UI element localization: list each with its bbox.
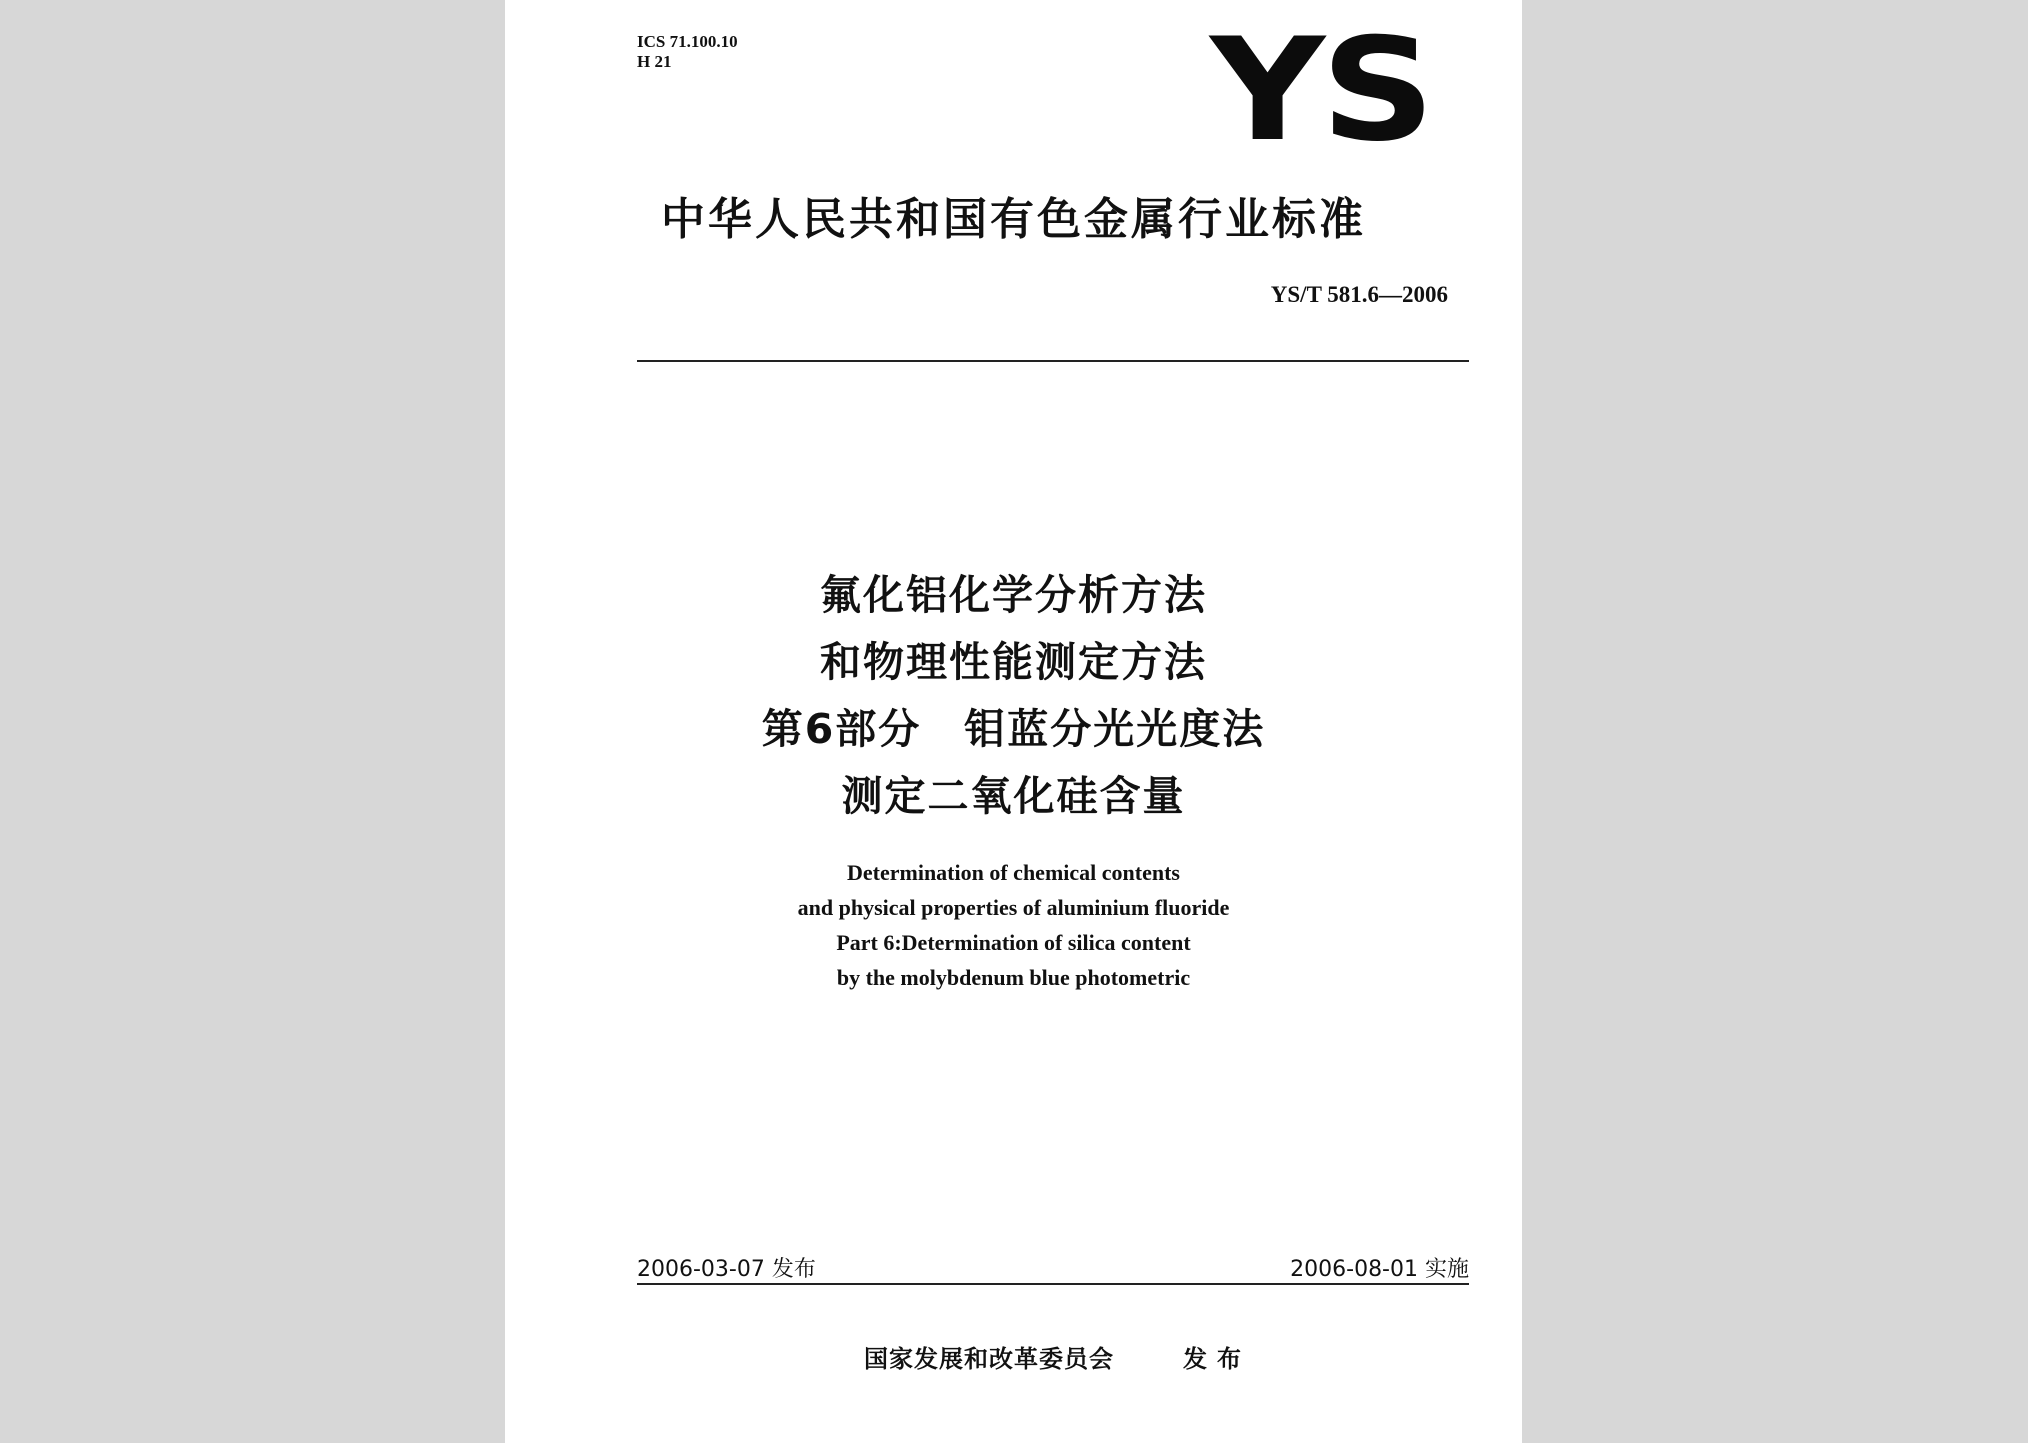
chinese-title-line: 测定二氧化硅含量 (841, 772, 1186, 820)
chinese-title-line: 和物理性能测定方法 (820, 638, 1207, 686)
ccs-code: H 21 (637, 52, 672, 71)
standard-number: YS/T 581.6—2006 (1270, 282, 1448, 307)
header-divider (637, 360, 1469, 362)
issuer-title-text: 中华人民共和国有色金属行业标准 (661, 194, 1366, 245)
document-page (505, 0, 1522, 1443)
chinese-title-line: 第6部分 钼蓝分光光度法 (761, 705, 1266, 753)
publish-label: 发布 (1183, 1345, 1251, 1373)
issue-date: 2006-03-07 发布 (637, 1257, 816, 1282)
english-title-line: and physical properties of aluminium fluoride (797, 895, 1230, 920)
english-title-line: Part 6:Determination of silica content (836, 930, 1191, 955)
ics-code: ICS 71.100.10 (637, 32, 738, 51)
ys-logo: YS (1210, 8, 1431, 173)
english-title (505, 855, 1522, 995)
footer-divider (637, 1283, 1469, 1285)
publisher-name: 国家发展和改革委员会 (864, 1345, 1114, 1373)
chinese-title (505, 562, 1522, 830)
english-title-line: Determination of chemical contents (847, 860, 1180, 885)
issuer-title (505, 183, 1522, 247)
classification-codes (637, 32, 738, 72)
english-title-line: by the molybdenum blue photometric (836, 965, 1191, 990)
implementation-date: 2006-08-01 实施 (1290, 1257, 1469, 1282)
chinese-title-line: 氟化铝化学分析方法 (820, 571, 1207, 619)
